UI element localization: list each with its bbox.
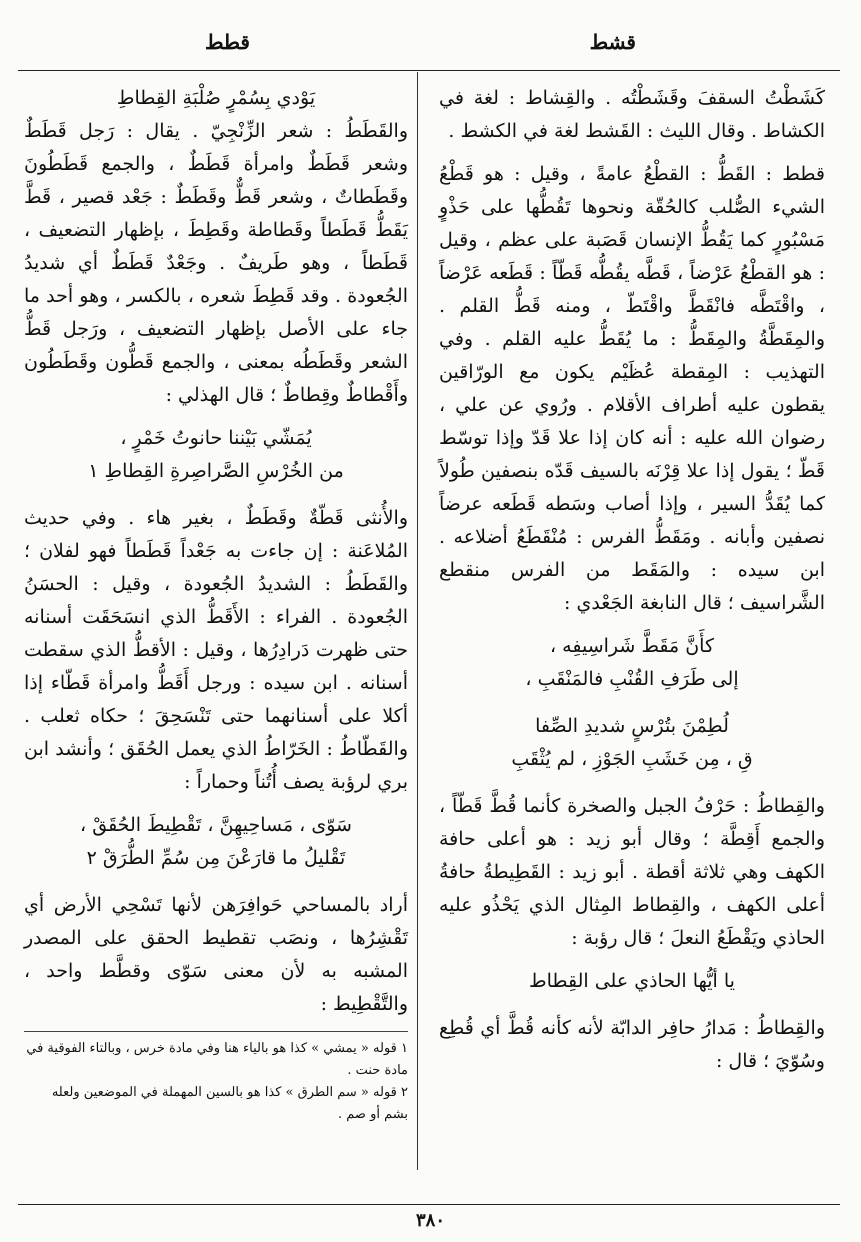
right-paragraph-3: والقِطاطُ : حَرْفُ الجبل والصخرة كأنما قُطَّ قَطّاً ، والجمع أَقِطَّة ؛ وقال أبو زيد : هو أعلى حافة الكهف وهي ثلاثة أقطة . أبو زيد : القَطِيطةُ حافةُ أعلى الكهف ، والقِطاط المِثال الذي يَحْذُو عليه الحاذي ويَقْطَعُ النعلَ ؛ قال رؤبة : bbox=[439, 795, 825, 949]
footnote-rule bbox=[24, 1031, 408, 1032]
left-column bbox=[24, 82, 408, 1126]
left-verse-2-line-2: تَقْليلُ ما قارَعْنَ مِن سُمِّ الطُّرَقْ ٢ bbox=[86, 847, 346, 869]
bottom-rule bbox=[18, 1204, 840, 1205]
right-verse-1-line-1: كأَنَّ مَقَطَّ شَراسِيفِه ، bbox=[550, 635, 714, 657]
left-verse-1-line-1: يُمَشّي بَيْننا حانوتُ خَمْرٍ ، bbox=[120, 427, 312, 449]
right-column bbox=[439, 82, 825, 1088]
column-divider bbox=[417, 72, 418, 1170]
top-rule bbox=[18, 70, 840, 71]
right-verse-3: يا أيُّها الحاذي على القِطاط bbox=[529, 970, 735, 992]
header-left-word: قطط bbox=[205, 30, 250, 54]
right-paragraph-1: كَشَطْتُ السقفَ وقَشَطْتُه . والقِشاط : لغة في الكشاط . وقال الليث : القَشط لغة في الكشط . bbox=[439, 87, 825, 142]
left-paragraph-2: والأُنثى قَطّةٌ وقَطَطٌ ، بغير هاء . وفي حديث المُلاعَنة : إن جاءت به جَعْداً قَطَطاً فهو لفلان ؛ والقَطَطُ : الشديدُ الجُعودة ، وقيل : الحسَنُ الجُعودة . الفراء : الأَقَطُّ الذي انسَحَقَت أسنانه حتى ظهرت دَرادِرُها ، وقيل : الأقطُّ الذي سقطت أسنانه . ابن سيده : ورجل أَقَطُّ وامرأة قَطّاء إذا أكلا على أسنانهما حتى تَنْسَحِقَ ؛ حكاه ثعلب . والقَطّاطُ : الخَرّاطُ الذي يعمل الحُقَق ؛ وأنشد ابن بري لرؤبة يصف أُتُناً وحماراً : bbox=[24, 507, 408, 793]
right-verse-2-line-1: لُطِمْنَ بتُرْسٍ شديدِ الصِّفا bbox=[535, 715, 729, 737]
right-paragraph-2: قطط : القَطُّ : القطْعُ عامةً ، وقيل : هو قَطْعُ الشيء الصُّلب كالحُقّة ونحوها تَقُطُّها على حَذْوٍ مَسْبُورٍ كما يَقُطُّ الإنسان قَصَبة على عظم ، وقيل : هو القطْعُ عَرْضاً ، قَطَّه يقُطُّه قَطّاً : قَطَعه عَرْضاً ، واقْتَطَّه فانْقَطَّ واقْتَطّ ، ومنه قَطُّ القلم . والمِقَطَّةُ والمِقَطُّ : ما يُقَطُّ عليه القلم . وفي التهذيب : المِقطة عُظَيْم يكون مع الورّاقين يقطون عليه أطراف الأقلام . ورُوي عن علي ، رضوان الله عليه : أنه كان إذا علا قَدّ وإذا توسّط قَطّ ؛ يقول إذا علا قِرْنَه بالسيف قَدّه بنصفين طُولاً كما يُقَدُّ السير ، وإذا أصاب وسَطه قَطَعه عرضاً نصفين وأبانه . ومَقَطُّ الفرس : مُنْقَطَعُ أضلاعه . ابن سيده : والمَقَط من الفرس منقطع الشَّراسيف ؛ قال النابغة الجَعْدي : bbox=[439, 163, 825, 614]
left-verse-0: يَوْدي بِسُمْرٍ صُلْبَةِ القِطاطِ bbox=[116, 87, 316, 109]
left-verse-1-line-2: من الخُرْسِ الصَّراصِرةِ القِطاطِ ١ bbox=[88, 460, 344, 482]
left-verse-2-line-1: سَوّى ، مَساحِيهِنَّ ، تَقْطِيطَ الحُقَقْ ، bbox=[80, 814, 352, 836]
right-verse-1-line-2: إلى طَرَفِ القُنْبِ فالمَنْقَبِ ، bbox=[525, 668, 739, 690]
right-paragraph-4: والقِطاطُ : مَدارُ حافِر الدابّة لأنه كأنه قُطَّ أي قُطِع وسُوّيَ ؛ قال : bbox=[439, 1017, 825, 1072]
footnote-2: ٢ قوله « سم الطرق » كذا هو بالسين المهملة في الموضعين ولعله بشم أو صم . bbox=[51, 1085, 408, 1122]
left-paragraph-3: أراد بالمساحي حَوافِرَهن لأنها تَسْحِي الأرض أي تَقْشِرُها ، ونصَب تقطيط الحقق على المصدر المشبه به لأن معنى سَوّى وقطَّط واحد ، والتَّقْطِيط : bbox=[24, 894, 408, 1015]
footnote-1: ١ قوله « يمشي » كذا هو بالياء هنا وفي مادة خرس ، وبالتاء الفوقية في مادة حنت . bbox=[26, 1041, 408, 1078]
page-number: ٣٨٠ bbox=[415, 1210, 445, 1231]
left-paragraph-1: والقَطَطُ : شعر الزِّنْجِيّ . يقال : رَجل قَطَطٌ وشعر قَطَطٌ وامرأة قَطَطٌ ، والجمع قَطَطُونَ وقَطَطاتٌ ، وشعر قَطٌّ وقَطَطٌ : جَعْد قصير ، قَطَّ يَقَطُّ قَطَطاً وقَطاطة وقَطِطَ ، بإظهار التضعيف ، قَطَطاً ، وهو طَريفٌ . وجَعْدٌ قَطَطٌ أي شديدُ الجُعودة . وقد قَطِطَ شعره ، بالكسر ، وهو أحد ما جاء على الأصل بإظهار التضعيف ، ورَجل قَطُّ الشعر وقَطَطُه بمعنى ، والجمع قَطُّون وقَطَطُون وأَقْطاطٌ وقِطاطٌ ؛ قال الهذلي : bbox=[24, 120, 408, 406]
header-right-word: قشط bbox=[589, 30, 636, 54]
right-verse-2-line-2: قِ ، مِن خَشَبِ الجَوْزِ ، لم يُثْقَبِ bbox=[511, 748, 753, 770]
